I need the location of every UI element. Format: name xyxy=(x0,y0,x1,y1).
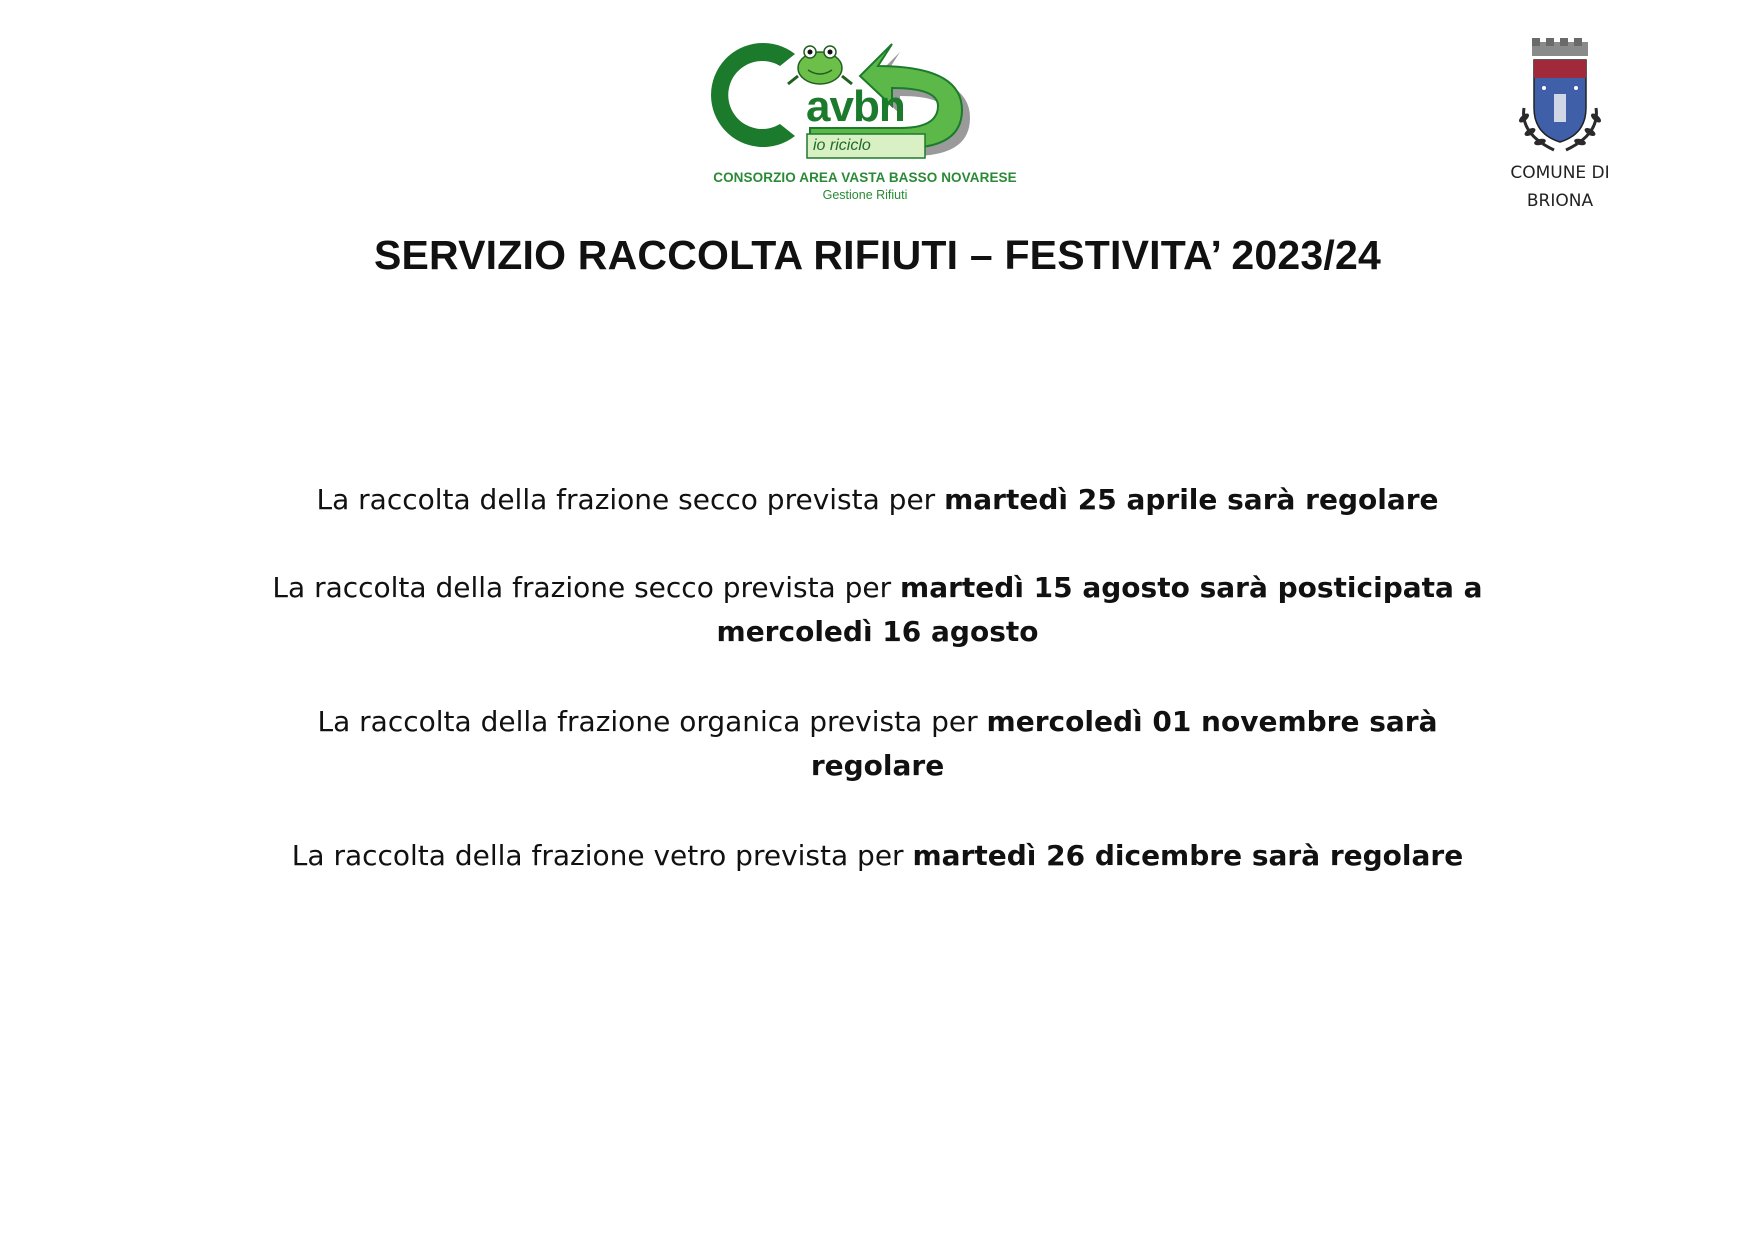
notice-text: La raccolta della frazione organica prevista per xyxy=(317,705,987,738)
notice-item xyxy=(248,478,1508,522)
notice-emphasis: martedì 25 aprile sarà regolare xyxy=(944,483,1439,516)
notice-text: La raccolta della frazione vetro prevista per xyxy=(291,839,913,872)
notice-emphasis: martedì 15 agosto sarà posticipata a mercoledì 16 agosto xyxy=(716,571,1483,648)
comune-crest xyxy=(1500,38,1620,218)
notice-emphasis: martedì 26 dicembre sarà regolare xyxy=(912,839,1464,872)
crest-label-line1: COMUNE DI xyxy=(1510,163,1610,183)
notice-emphasis: mercoledì 01 novembre sarà regolare xyxy=(810,705,1438,782)
cavbn-wordmark: avbn xyxy=(806,82,905,131)
notice-item xyxy=(248,700,1508,788)
page-title: SERVIZIO RACCOLTA RIFIUTI – FESTIVITA’ 2023/24 xyxy=(373,232,1382,278)
notice-text: La raccolta della frazione secco prevista per xyxy=(316,483,945,516)
coat-of-arms-icon xyxy=(1510,38,1610,158)
notice-item xyxy=(248,566,1508,654)
notices-list xyxy=(0,478,1755,878)
crest-label-line2: BRIONA xyxy=(1526,191,1594,211)
notice-item xyxy=(248,834,1508,878)
cavbn-subtitle: Gestione Rifiuti xyxy=(822,188,908,202)
cavbn-logo xyxy=(700,36,1030,208)
cavbn-organization: CONSORZIO AREA VASTA BASSO NOVARESE xyxy=(713,170,1017,185)
cavbn-tagline: io riciclo xyxy=(813,137,871,154)
notice-text: La raccolta della frazione secco prevista per xyxy=(272,571,901,604)
